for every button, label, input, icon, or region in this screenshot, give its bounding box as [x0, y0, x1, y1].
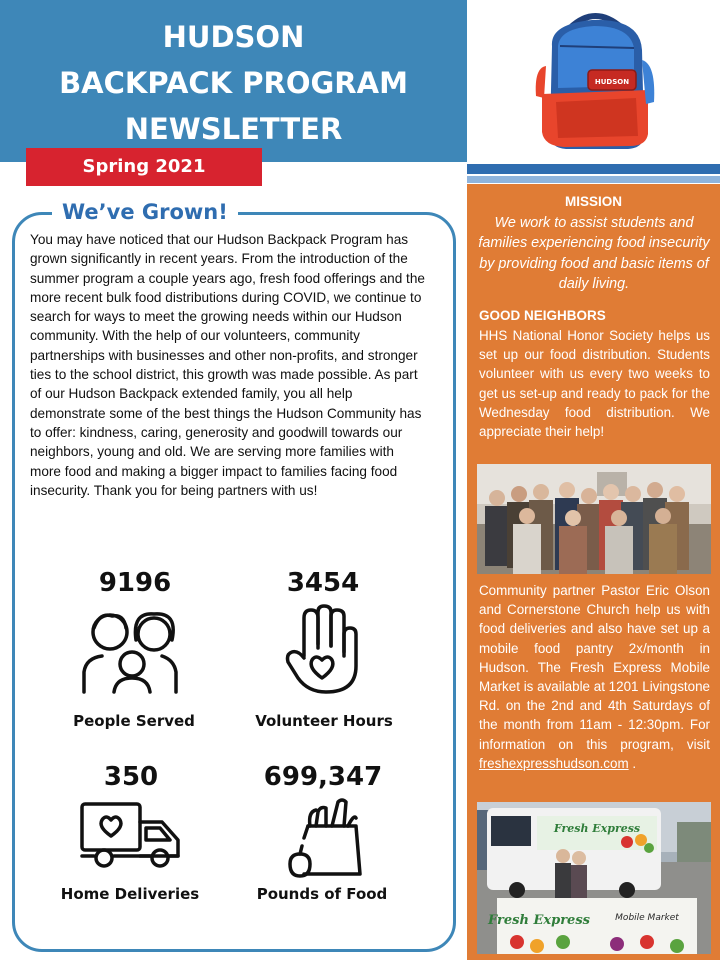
mobile-market-photo [477, 802, 711, 954]
title-line-3: NEWSLETTER [124, 112, 343, 146]
newsletter-title [0, 14, 467, 152]
stat-label: Home Deliveries [60, 885, 200, 903]
stat-label: Pounds of Food [256, 885, 388, 903]
volunteer-group-photo [477, 464, 711, 574]
mission-statement: We work to assist students and families experiencing food insecurity by providing food and basic items of daily living. [478, 215, 710, 292]
divider-stripe [467, 164, 720, 174]
family-icon [80, 606, 184, 696]
community-partner-text [479, 581, 710, 773]
stat-label: Volunteer Hours [255, 712, 393, 730]
stat-label: People Served [73, 712, 195, 730]
stat-home-deliveries [56, 762, 206, 792]
growth-article: You may have noticed that our Hudson Backpack Program has grown significantly in recent years. From the introduction of the summer program a couple years ago, fresh food offerings and the more recent bulk food distributions during COVID, we continue to search for ways to meet the growing needs within our Hudson community. With the help of our volunteers, community partnerships with businesses and other non-profits, and stronger ties to the school district, this growth was made possible. As part of our Hudson Backpack extended family, you all help demonstrate some of the best things the Hudson Community has to offer: kindness, caring, generosity and goodwill towards our neighbors, young and old. We are serving more families with more food and making a bigger impact to families facing food insecurity. Thank you for being partners with us! [30, 232, 425, 498]
good-neighbors-heading: GOOD NEIGHBORS [479, 308, 606, 323]
stat-value: 699,347 [263, 762, 383, 792]
title-line-1: HUDSON [162, 20, 305, 54]
season-badge: Spring 2021 [26, 148, 262, 186]
good-neighbors-text: HHS National Honor Society helps us set up our food distribution. Students volunteer with us every two weeks to get us set-up and ready to pack for the Wednesday food distribution. We appreciate their help! [479, 328, 710, 440]
bus-sign-text: Fresh Express [553, 822, 641, 835]
stat-pounds-of-food [248, 762, 398, 792]
fresh-express-link[interactable]: freshexpresshudson.com [479, 755, 629, 771]
partner-text-body: Community partner Pastor Eric Olson and Cornerstone Church help us with food deliveries and also have set up a mobile food pantry 2x/month in Hudson. The Fresh Express Mobile Market is available at 1201 Livingstone Rd. on the 2nd and 4th Saturdays of the month from 11am - 12:30pm. For information on this program, visit [479, 583, 710, 752]
grocery-bag-icon [286, 798, 364, 878]
header-banner [0, 0, 467, 162]
stat-people-served [60, 568, 210, 598]
section-title: We’ve Grown! [52, 198, 238, 226]
delivery-truck-icon [80, 802, 182, 870]
mission-heading: MISSION [564, 194, 622, 209]
stat-value: 350 [103, 762, 159, 792]
divider-stripe-light [467, 176, 720, 183]
banner-sign-1: Fresh Express [488, 913, 590, 928]
stat-value: 3454 [286, 568, 360, 598]
partner-text-end: . [628, 755, 637, 771]
banner-sign-2: Mobile Market [615, 913, 679, 923]
stat-value: 9196 [98, 568, 172, 598]
backpack-label: HUDSON [594, 78, 630, 86]
backpack-icon [530, 6, 660, 156]
hand-heart-icon [284, 604, 358, 696]
title-line-2: BACKPACK PROGRAM [59, 66, 408, 100]
stat-volunteer-hours [248, 568, 398, 598]
